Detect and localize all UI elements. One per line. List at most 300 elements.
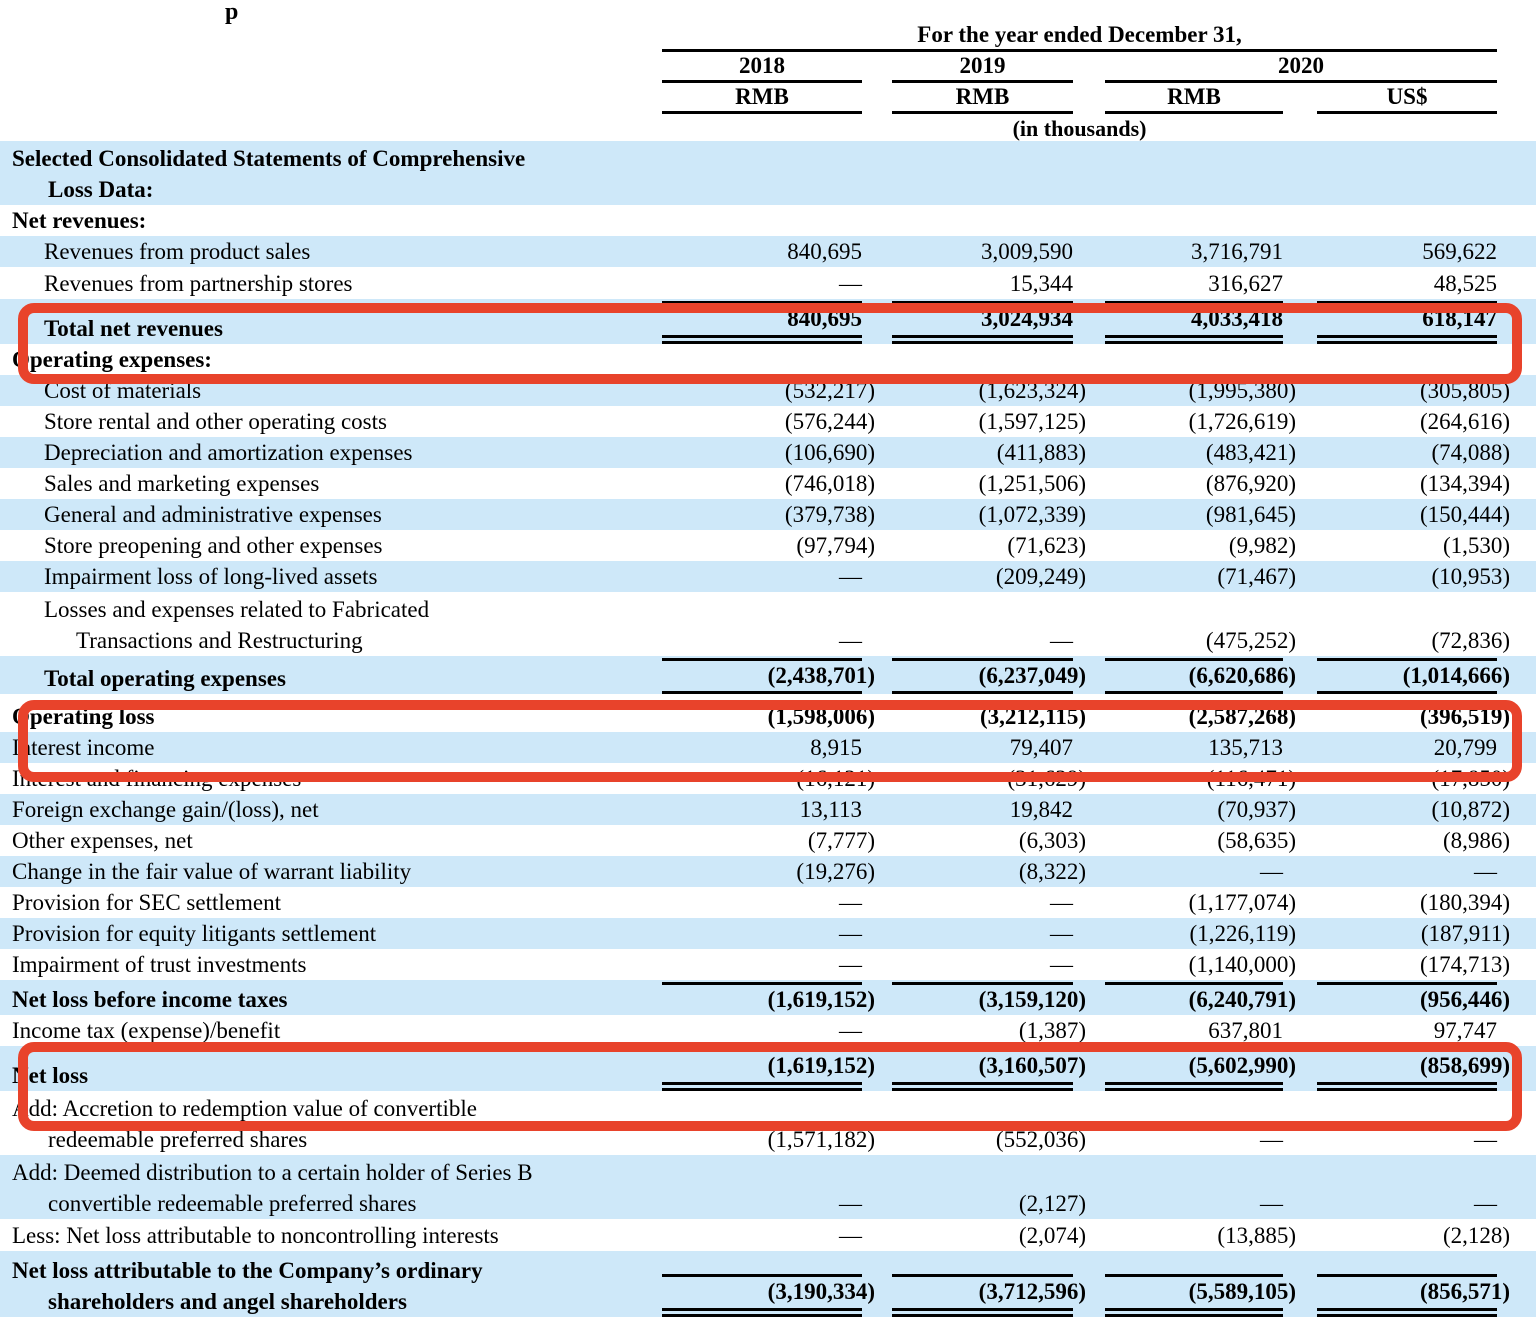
value-cell: [1073, 856, 1283, 887]
value-cell: [1073, 205, 1283, 236]
row-label: Interest and financing expenses: [12, 766, 302, 791]
value-text: (532,217): [784, 378, 875, 403]
currency-rmb-2019-header: RMB: [892, 83, 1073, 114]
value-text: (1,530): [1442, 533, 1511, 558]
value-text: (106,690): [784, 440, 875, 465]
value-cell: [1073, 1155, 1283, 1219]
value-text: —: [1050, 890, 1073, 915]
units-note: (in thousands): [1012, 116, 1147, 141]
value-cell: [862, 205, 1073, 236]
value-cell: [862, 656, 1086, 694]
row-label: Sales and marketing expenses: [44, 471, 320, 496]
value-text: (3,212,115): [979, 704, 1086, 729]
value-text: 135,713: [1208, 735, 1283, 760]
year-2018-header: 2018: [662, 52, 862, 83]
value-cell: [662, 949, 862, 980]
value-text: (6,237,049): [978, 663, 1086, 688]
value-text: —: [839, 1018, 862, 1043]
value-cell: [862, 561, 1086, 592]
row-label: Depreciation and amortization expenses: [0, 437, 662, 468]
value-text: 4,033,418: [1191, 306, 1283, 331]
table-row-accretion-preferred: [0, 1091, 1536, 1155]
value-cell: [1073, 763, 1296, 794]
value-cell: [662, 694, 875, 732]
value-cell: [1073, 732, 1283, 763]
value-cell: [1283, 656, 1511, 694]
value-text: (174,713): [1419, 952, 1511, 977]
value-cell: [1073, 299, 1283, 344]
value-text: —: [1260, 859, 1283, 884]
value-text: —: [839, 271, 862, 296]
value-cell: [862, 468, 1086, 499]
value-cell: [1073, 468, 1296, 499]
value-cell: [662, 1046, 875, 1091]
value-text: 97,747: [1433, 1018, 1498, 1043]
table-row-net-loss: [0, 1046, 1536, 1091]
value-text: —: [839, 1223, 862, 1248]
value-cell: [662, 1015, 862, 1046]
value-cell: [662, 205, 862, 236]
value-text: 13,113: [799, 797, 862, 822]
table-row-operating-expenses-heading: [0, 344, 1536, 375]
value-cell: [1283, 499, 1511, 530]
value-cell: [862, 1015, 1086, 1046]
value-text: (396,519): [1419, 704, 1511, 729]
table-row-store-rental: [0, 406, 1536, 437]
table-row-provision-sec: [0, 887, 1536, 918]
value-cell: [1283, 205, 1497, 236]
value-text: —: [1260, 1127, 1283, 1152]
value-text: 3,716,791: [1191, 239, 1283, 264]
value-cell: [662, 499, 875, 530]
value-text: (2,438,701): [767, 663, 875, 688]
value-cell: [1073, 1015, 1283, 1046]
row-label: Total operating expenses: [0, 656, 662, 694]
value-cell: [1073, 694, 1296, 732]
currency-rmb-2020-header: RMB: [1105, 83, 1283, 114]
row-label: Total net revenues: [0, 299, 662, 344]
value-text: 19,842: [1009, 797, 1073, 822]
table-row-cost-of-materials: [0, 375, 1536, 406]
value-text: —: [1050, 952, 1073, 977]
row-label: Impairment of trust investments: [12, 952, 307, 977]
value-text: (71,623): [1007, 533, 1086, 558]
value-text: (3,190,334): [767, 1279, 875, 1304]
table-row-general-administrative: [0, 499, 1536, 530]
value-cell: [662, 344, 862, 375]
value-cell: [1283, 1155, 1497, 1219]
value-cell: [1283, 825, 1511, 856]
value-cell: [1073, 530, 1296, 561]
value-text: —: [839, 628, 862, 653]
value-cell: [1283, 949, 1511, 980]
value-text: 8,915: [810, 735, 862, 760]
value-cell: [862, 1091, 1086, 1155]
clipped-text-fragment: p: [225, 0, 239, 25]
value-cell: [1283, 694, 1511, 732]
value-cell: [1073, 794, 1296, 825]
row-label: Income tax (expense)/benefit: [12, 1018, 281, 1043]
value-cell: [1073, 236, 1283, 267]
value-text: (187,911): [1420, 921, 1511, 946]
value-text: (379,738): [784, 502, 875, 527]
comprehensive-loss-table: [0, 16, 1536, 1317]
value-cell: [1283, 887, 1511, 918]
value-cell: [662, 763, 875, 794]
row-spacer: [1497, 299, 1536, 344]
value-cell: [662, 980, 875, 1015]
value-cell: [862, 530, 1086, 561]
row-label: Foreign exchange gain/(loss), net: [0, 794, 662, 825]
value-cell: [862, 375, 1086, 406]
year-2020-header: 2020: [1105, 52, 1497, 83]
row-spacer: [1497, 236, 1536, 267]
value-text: 79,407: [1009, 735, 1073, 760]
value-text: (1,726,619): [1188, 409, 1296, 434]
value-text: (1,598,006): [767, 704, 875, 729]
value-cell: [662, 1155, 862, 1219]
value-cell: [662, 375, 875, 406]
row-spacer: [1497, 1091, 1536, 1155]
value-cell: [1073, 887, 1296, 918]
value-cell: [862, 694, 1086, 732]
table-row-warrant-liability: [0, 856, 1536, 887]
value-cell: [1073, 437, 1296, 468]
value-cell: [662, 887, 862, 918]
value-cell: [662, 530, 875, 561]
value-text: 3,009,590: [981, 239, 1073, 264]
value-text: (6,240,791): [1188, 987, 1296, 1012]
value-cell: [1073, 1219, 1296, 1251]
value-cell: [1283, 794, 1511, 825]
value-cell: [1283, 344, 1497, 375]
value-text: (264,616): [1419, 409, 1511, 434]
value-cell: [662, 437, 875, 468]
row-spacer: [1497, 141, 1536, 205]
value-cell: [1073, 825, 1296, 856]
table-row-interest-financing: [0, 763, 1536, 794]
value-cell: [662, 732, 862, 763]
value-cell: [1073, 1046, 1296, 1091]
row-label: Other expenses, net: [12, 828, 193, 853]
value-text: (1,619,152): [767, 987, 875, 1012]
table-row-section-title: [0, 141, 1536, 205]
value-text: (1,014,666): [1402, 663, 1511, 688]
value-text: (8,322): [1018, 859, 1086, 884]
value-cell: [662, 656, 875, 694]
currency-header-row: [0, 83, 1536, 114]
value-text: 20,799: [1433, 735, 1498, 760]
value-text: (74,088): [1431, 440, 1511, 465]
value-text: (475,252): [1205, 628, 1296, 653]
row-spacer: [1497, 344, 1536, 375]
value-text: 637,801: [1208, 1018, 1283, 1043]
value-text: (72,836): [1431, 628, 1511, 653]
table-row-interest-income: [0, 732, 1536, 763]
value-text: (1,619,152): [767, 1053, 875, 1078]
value-cell: [1073, 141, 1283, 205]
table-header: [0, 16, 1536, 141]
row-label: Losses and expenses related to Fabricated Transactions and Restructuring: [44, 597, 430, 653]
row-label: Net loss attributable to the Company’s ordinary shareholders and angel shareholders: [0, 1251, 662, 1317]
value-cell: [1283, 267, 1497, 299]
value-cell: [1283, 763, 1511, 794]
row-spacer: [1497, 1155, 1536, 1219]
value-cell: [1283, 561, 1511, 592]
row-spacer: [1497, 267, 1536, 299]
table-row-losses-fabricated: [0, 592, 1536, 656]
table-row-foreign-exchange: [0, 794, 1536, 825]
value-cell: [1283, 468, 1511, 499]
value-cell: [662, 406, 875, 437]
value-cell: [1073, 406, 1296, 437]
year-header-row: [0, 52, 1536, 83]
value-cell: [662, 794, 862, 825]
value-text: 618,147: [1422, 306, 1498, 331]
value-text: (1,226,119): [1189, 921, 1296, 946]
value-text: (10,953): [1431, 564, 1511, 589]
table-row-total-net-revenues: [0, 299, 1536, 344]
value-text: —: [839, 890, 862, 915]
value-cell: [862, 1251, 1086, 1317]
value-cell: [1073, 267, 1283, 299]
value-cell: [1283, 299, 1497, 344]
value-cell: [1073, 499, 1296, 530]
value-text: (5,602,990): [1188, 1053, 1296, 1078]
table-row-income-tax: [0, 1015, 1536, 1046]
table-row-deemed-distribution: [0, 1155, 1536, 1219]
table-row-operating-loss: [0, 694, 1536, 732]
value-text: (58,635): [1217, 828, 1296, 853]
currency-rmb-2018-header: RMB: [662, 83, 862, 114]
value-cell: [862, 763, 1086, 794]
value-text: (116,471): [1206, 766, 1296, 791]
value-cell: [662, 592, 862, 656]
table-row-revenues-product-sales: [0, 236, 1536, 267]
table-row-net-loss-ordinary-shareholders: [0, 1251, 1536, 1317]
row-label: Operating loss: [12, 704, 155, 729]
table-row-net-revenues-heading: [0, 205, 1536, 236]
value-cell: [662, 267, 862, 299]
value-cell: [1283, 1251, 1511, 1317]
value-text: (1,251,506): [978, 471, 1086, 496]
value-cell: [1283, 530, 1511, 561]
value-cell: [1283, 437, 1511, 468]
value-text: (1,387): [1018, 1018, 1086, 1043]
value-text: (1,597,125): [978, 409, 1086, 434]
value-cell: [1283, 236, 1497, 267]
value-cell: [1283, 1219, 1511, 1251]
row-label: General and administrative expenses: [0, 499, 662, 530]
value-cell: [662, 1219, 862, 1251]
row-label: Add: Deemed distribution to a certain holder of Series B convertible redeemable preferred shares: [0, 1155, 662, 1219]
row-label: Change in the fair value of warrant liability: [0, 856, 662, 887]
year-2019-header: 2019: [892, 52, 1073, 83]
value-cell: [862, 1155, 1086, 1219]
value-cell: [862, 825, 1086, 856]
units-note-row: [0, 114, 1536, 141]
value-cell: [1283, 918, 1511, 949]
value-text: —: [839, 1191, 862, 1216]
row-label: Store preopening and other expenses: [44, 533, 383, 558]
row-label: Revenues from product sales: [0, 236, 662, 267]
value-text: —: [1050, 628, 1073, 653]
row-label: Revenues from partnership stores: [44, 271, 353, 296]
table-row-total-operating-expenses: [0, 656, 1536, 694]
row-label: Selected Consolidated Statements of Comprehensive Loss Data:: [0, 141, 662, 205]
value-cell: [1073, 561, 1296, 592]
table-row-revenues-partnership-stores: [0, 267, 1536, 299]
value-cell: [862, 949, 1073, 980]
table-row-provision-equity-litigants: [0, 918, 1536, 949]
value-text: (2,127): [1018, 1191, 1086, 1216]
value-text: (31,629): [1007, 766, 1086, 791]
value-cell: [1283, 141, 1497, 205]
value-cell: [662, 1251, 875, 1317]
value-text: (7,777): [807, 828, 875, 853]
value-cell: [1283, 592, 1511, 656]
value-text: (876,920): [1205, 471, 1296, 496]
value-cell: [662, 561, 862, 592]
row-label: Interest income: [0, 732, 662, 763]
value-text: (180,394): [1419, 890, 1511, 915]
value-cell: [862, 267, 1073, 299]
value-cell: [862, 299, 1073, 344]
value-cell: [1283, 1046, 1511, 1091]
value-text: (2,587,268): [1188, 704, 1296, 729]
value-cell: [1073, 375, 1296, 406]
value-cell: [1073, 918, 1296, 949]
row-label: Store rental and other operating costs: [44, 409, 387, 434]
value-text: —: [1050, 921, 1073, 946]
value-text: (1,623,324): [978, 378, 1086, 403]
value-cell: [1283, 732, 1497, 763]
value-cell: [662, 918, 862, 949]
value-cell: [662, 299, 862, 344]
value-text: (71,467): [1217, 564, 1296, 589]
value-text: —: [1260, 1191, 1283, 1216]
table-row-impairment-trust: [0, 949, 1536, 980]
table-row-depreciation-amortization: [0, 437, 1536, 468]
row-label: Provision for SEC settlement: [12, 890, 281, 915]
value-cell: [862, 980, 1086, 1015]
row-label: Operating expenses:: [12, 347, 212, 372]
value-cell: [862, 732, 1073, 763]
value-text: (746,018): [784, 471, 875, 496]
value-cell: [662, 468, 875, 499]
value-text: (2,074): [1018, 1223, 1086, 1248]
value-text: (1,995,380): [1188, 378, 1296, 403]
value-cell: [1073, 592, 1296, 656]
value-text: (1,072,339): [978, 502, 1086, 527]
value-cell: [1283, 406, 1511, 437]
value-cell: [1073, 949, 1296, 980]
table-row-impairment-long-lived: [0, 561, 1536, 592]
value-cell: [1073, 1091, 1283, 1155]
value-text: (956,446): [1419, 987, 1511, 1012]
table-row-sales-marketing: [0, 468, 1536, 499]
value-text: (6,620,686): [1188, 663, 1296, 688]
value-text: (16,121): [796, 766, 875, 791]
row-spacer: [1497, 1015, 1536, 1046]
value-cell: [662, 141, 862, 205]
value-text: (97,794): [796, 533, 875, 558]
value-cell: [862, 887, 1073, 918]
table-row-noncontrolling-interests: [0, 1219, 1536, 1251]
value-text: (576,244): [784, 409, 875, 434]
table-row-store-preopening: [0, 530, 1536, 561]
value-text: (9,982): [1228, 533, 1296, 558]
value-text: (13,885): [1217, 1223, 1296, 1248]
value-text: (17,850): [1431, 766, 1511, 791]
value-text: (150,444): [1419, 502, 1511, 527]
value-text: —: [839, 952, 862, 977]
value-text: 15,344: [1009, 271, 1073, 296]
value-cell: [1073, 1251, 1296, 1317]
row-label: Cost of materials: [0, 375, 662, 406]
value-text: (209,249): [995, 564, 1086, 589]
value-cell: [862, 856, 1086, 887]
row-label: Impairment loss of long-lived assets: [0, 561, 662, 592]
value-cell: [1283, 856, 1497, 887]
value-text: (305,805): [1419, 378, 1511, 403]
table-row-other-expenses: [0, 825, 1536, 856]
value-cell: [862, 1219, 1086, 1251]
row-spacer: [1497, 205, 1536, 236]
value-cell: [862, 344, 1073, 375]
value-text: (483,421): [1205, 440, 1296, 465]
value-cell: [1073, 344, 1283, 375]
row-label: Net revenues:: [12, 208, 147, 233]
value-text: (1,177,074): [1188, 890, 1296, 915]
value-text: (858,699): [1419, 1053, 1511, 1078]
value-text: 48,525: [1433, 271, 1498, 296]
currency-usd-2020-header: US$: [1317, 83, 1497, 114]
value-cell: [1283, 1015, 1497, 1046]
value-text: (2,128): [1442, 1223, 1511, 1248]
value-cell: [862, 437, 1086, 468]
value-text: (134,394): [1419, 471, 1511, 496]
value-text: (3,159,120): [978, 987, 1086, 1012]
value-text: 840,695: [787, 306, 862, 331]
value-cell: [662, 1091, 875, 1155]
value-text: (981,645): [1205, 502, 1296, 527]
row-label: Less: Net loss attributable to noncontrolling interests: [12, 1223, 499, 1248]
value-cell: [862, 592, 1073, 656]
value-text: 316,627: [1208, 271, 1283, 296]
value-text: (3,160,507): [978, 1053, 1086, 1078]
value-cell: [1073, 980, 1296, 1015]
value-cell: [862, 236, 1073, 267]
row-spacer: [1497, 856, 1536, 887]
value-cell: [1283, 1091, 1497, 1155]
value-text: (70,937): [1217, 797, 1296, 822]
value-text: 840,695: [787, 239, 862, 264]
value-cell: [1073, 656, 1296, 694]
value-text: (856,571): [1419, 1279, 1511, 1304]
value-cell: [1283, 375, 1511, 406]
value-text: —: [839, 564, 862, 589]
value-cell: [662, 236, 862, 267]
value-text: 569,622: [1422, 239, 1498, 264]
value-text: (8,986): [1442, 828, 1511, 853]
value-cell: [1283, 980, 1511, 1015]
value-text: (1,571,182): [767, 1127, 875, 1152]
table-body: [0, 141, 1536, 1317]
value-text: 3,024,934: [981, 306, 1073, 331]
value-cell: [862, 794, 1073, 825]
value-cell: [862, 918, 1073, 949]
